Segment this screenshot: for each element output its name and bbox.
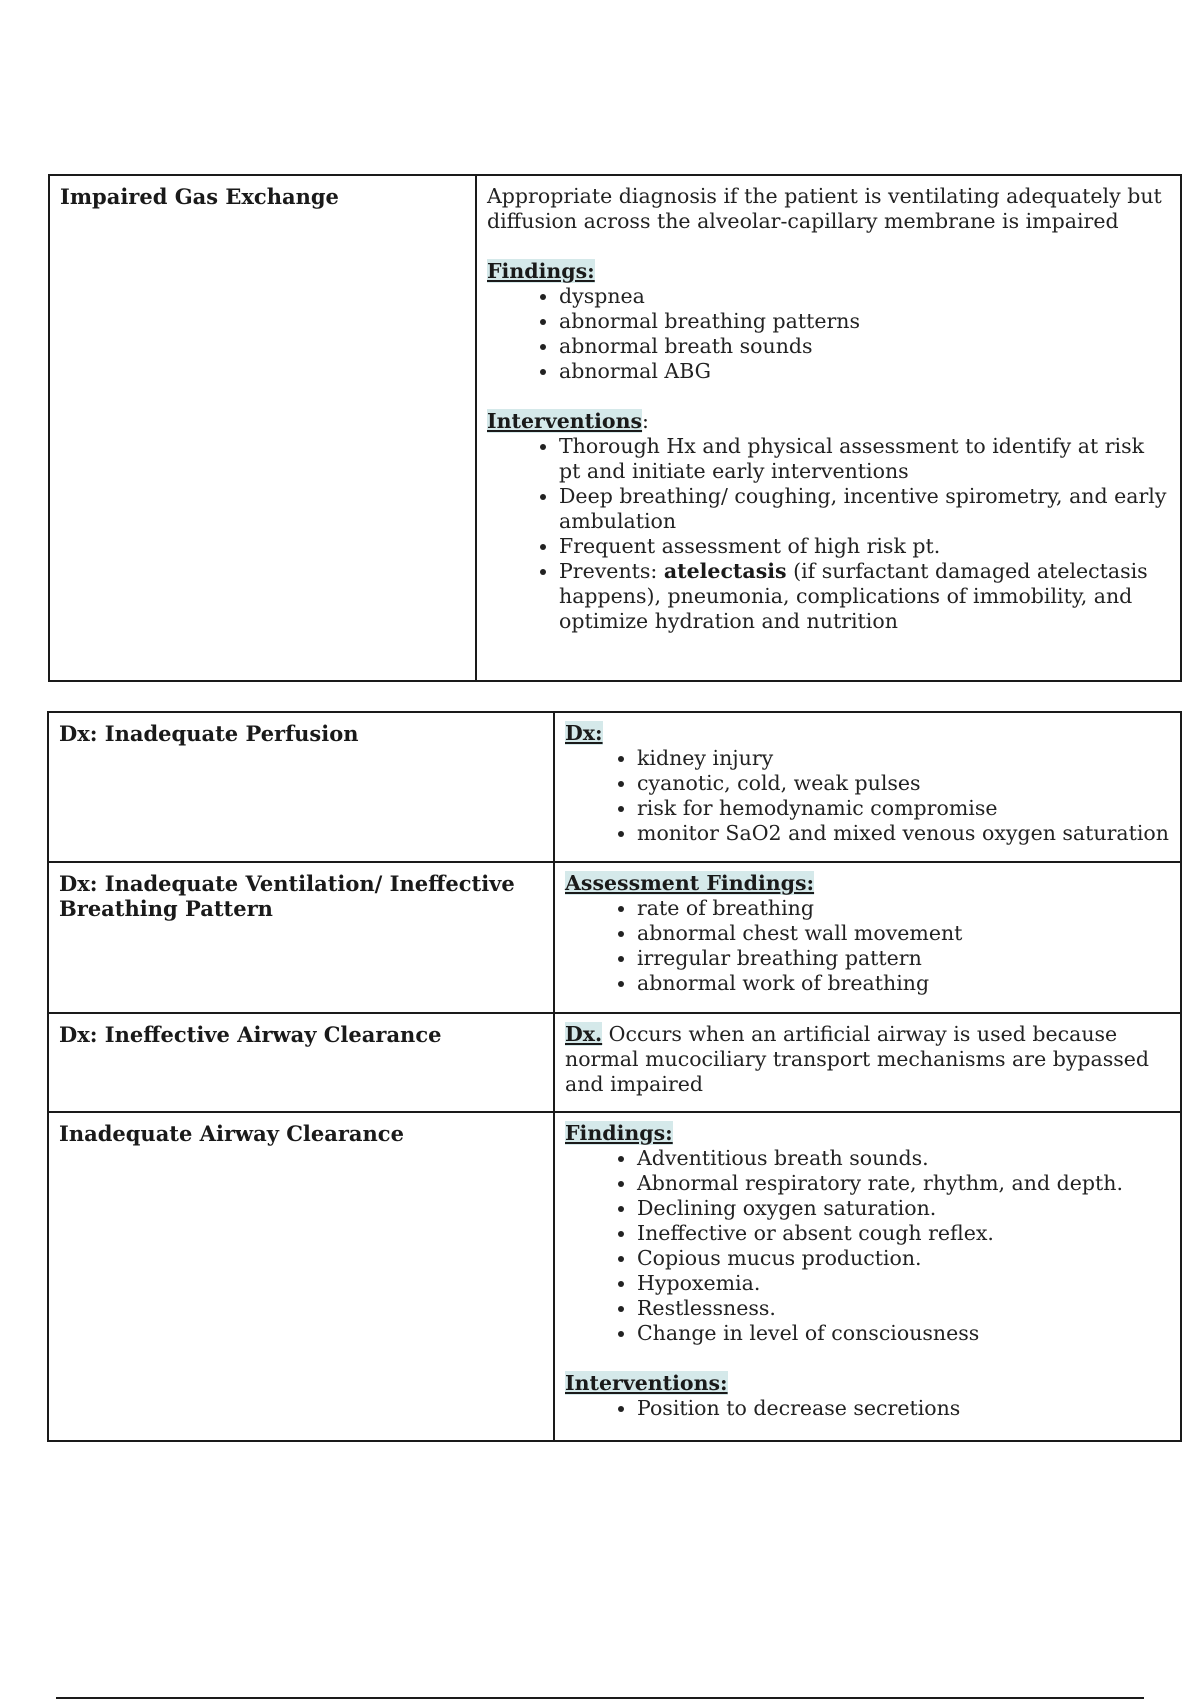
diagnosis-label: Dx: Ineffective Airway Clearance [59, 1022, 442, 1047]
table-row [48, 1013, 1181, 1112]
list-item: • risk for hemodynamic compromise [637, 796, 1170, 821]
row-label-cell [48, 1013, 554, 1112]
list-item: • Change in level of consciousness [637, 1321, 1170, 1346]
findings-heading: Findings: [565, 1121, 673, 1145]
row-label-cell [48, 1112, 554, 1441]
interventions-list [565, 1396, 1170, 1421]
diagnosis-label: Inadequate Airway Clearance [59, 1121, 404, 1146]
list-item: • Adventitious breath sounds. [637, 1146, 1170, 1171]
list-item: • kidney injury [637, 746, 1170, 771]
row-label-cell [49, 175, 476, 681]
list-item: • Abnormal respiratory rate, rhythm, and depth. [637, 1171, 1170, 1196]
list-item: • abnormal chest wall movement [637, 921, 1170, 946]
description-text: Occurs when an artificial airway is used because normal mucociliary transport mechanisms are bypassed and impaired [565, 1022, 1150, 1096]
list-item: • Frequent assessment of high risk pt. [559, 534, 1170, 559]
list-item: • Declining oxygen saturation. [637, 1196, 1170, 1221]
section-heading: Dx. [565, 1022, 603, 1046]
list-item: • Ineffective or absent cough reflex. [637, 1221, 1170, 1246]
list-item: • abnormal breathing patterns [559, 309, 1170, 334]
item-list [565, 896, 1170, 996]
list-item: • monitor SaO2 and mixed venous oxygen saturation [637, 821, 1170, 846]
list-item-prevents [559, 559, 1170, 634]
row-content-cell [554, 1013, 1181, 1112]
findings-heading: Findings: [487, 259, 595, 283]
row-label-cell [48, 862, 554, 1013]
prevents-bold-term: atelectasis [663, 559, 787, 583]
section-heading: Assessment Findings: [565, 871, 815, 895]
findings-list [487, 284, 1170, 384]
row-content-cell [476, 175, 1181, 681]
list-item: • Position to decrease secretions [637, 1396, 1170, 1421]
table-row [48, 712, 1181, 862]
row-content-cell [554, 712, 1181, 862]
list-item: • Hypoxemia. [637, 1271, 1170, 1296]
prevents-prefix: Prevents: [559, 559, 664, 583]
section-heading: Dx: [565, 721, 603, 745]
table-row [48, 862, 1181, 1013]
list-item: • irregular breathing pattern [637, 946, 1170, 971]
list-item: • rate of breathing [637, 896, 1170, 921]
list-item: • dyspnea [559, 284, 1170, 309]
footer-divider [56, 1697, 1144, 1699]
list-item: • cyanotic, cold, weak pulses [637, 771, 1170, 796]
prevents-rest: (if surfactant damaged atelectasis happens), pneumonia, complications of immobility, and optimize hydration and nutrition [559, 559, 1148, 633]
findings-list [565, 1146, 1170, 1346]
list-item: • Copious mucus production. [637, 1246, 1170, 1271]
diagnosis-label: Dx: Inadequate Perfusion [59, 721, 359, 746]
row-content-cell [554, 1112, 1181, 1441]
diagnosis-description: Appropriate diagnosis if the patient is ventilating adequately but diffusion across the alveolar-capillary membrane is impaired [487, 184, 1162, 233]
table-row [48, 1112, 1181, 1441]
diagnosis-description [565, 1022, 1170, 1097]
list-item: • abnormal ABG [559, 359, 1170, 384]
interventions-list [487, 434, 1170, 634]
table-row [49, 175, 1181, 681]
diagnosis-label: Impaired Gas Exchange [60, 184, 339, 209]
item-list [565, 746, 1170, 846]
row-label-cell [48, 712, 554, 862]
row-content-cell [554, 862, 1181, 1013]
diagnoses-table [47, 711, 1182, 1442]
list-item: • abnormal breath sounds [559, 334, 1170, 359]
list-item: • Deep breathing/ coughing, incentive spirometry, and early ambulation [559, 484, 1170, 534]
list-item: • abnormal work of breathing [637, 971, 1170, 996]
diagnosis-label: Dx: Inadequate Ventilation/ Ineffective Breathing Pattern [59, 871, 515, 921]
interventions-colon: : [642, 409, 649, 433]
list-item: • Thorough Hx and physical assessment to identify at risk pt and initiate early interventions [559, 434, 1170, 484]
interventions-heading: Interventions [487, 409, 643, 433]
list-item: • Restlessness. [637, 1296, 1170, 1321]
interventions-heading: Interventions: [565, 1371, 728, 1395]
gas-exchange-table [48, 174, 1182, 682]
